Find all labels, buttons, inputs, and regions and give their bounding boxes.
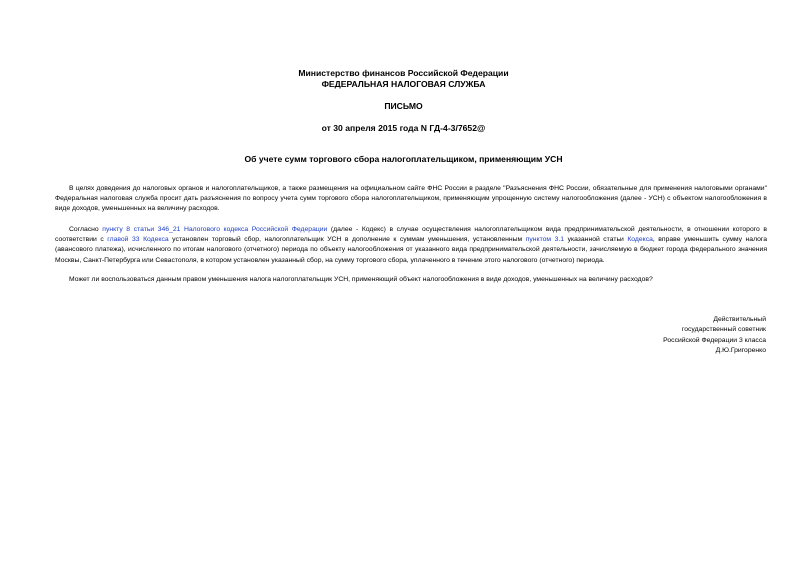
paragraph-2-text-5: , вправе уменьшить сумму налога (авансового платежа), исчисленного по итогам налогового (отчетного) периода по объекту налогообложения от указанного вида предпринимательской деятельности, зачисляемую в бюджет города федерального значения Москвы, Санкт-Петербурга или Севастополя, в котором установлен указанный сбор, на сумму торгового сбора, уплаченного в течение этого налогового (отчетного) периода. <box>55 236 768 264</box>
link-codex[interactable]: Кодекса <box>627 236 653 244</box>
paragraph-3-text: Может ли воспользоваться данным правом уменьшения налога налогоплательщик УСН, применяющий объект налогообложения в виде доходов, уменьшенных на величину расходов? <box>69 276 653 283</box>
paragraph-2 <box>55 225 767 266</box>
link-chapter-33[interactable]: главой 33 Кодекса <box>107 236 169 244</box>
paragraph-1 <box>55 184 767 215</box>
signature-line-2: государственный советник <box>681 326 766 334</box>
signature-line-3: Российской Федерации 3 класса <box>663 336 766 344</box>
signature-line-1: Действительный <box>713 316 766 323</box>
paragraph-1-text: В целях доведения до налоговых органов и налогоплательщиков, а также размещения на официальном сайте ФНС России в разделе "Разъяснения ФНС России, обязательные для применения налоговыми органами" Федеральная налоговая служба просит дать разъяснения по вопросу учета сумм торгового сбора налогоплательщиком, применяющим упрощенную систему налогообложения (далее - УСН) с объектом налогообложения в виде доходов, уменьшенных на величину расходов. <box>55 185 767 213</box>
paragraph-2-text-2: (далее - Кодекс) в случае осуществления налогоплательщиком вида предпринимательской деятельности, в отношении которого в соответствии с <box>55 226 768 244</box>
paragraph-3 <box>55 275 767 285</box>
signature-block <box>606 315 766 357</box>
document-type: ПИСЬМО <box>384 101 423 111</box>
paragraph-2-text-4: указанной статьи <box>564 236 628 244</box>
paragraph-2-text-3: установлен торговый сбор, налогоплательщик УСН в дополнение к суммам уменьшения, установленным <box>168 236 526 244</box>
service-title: ФЕДЕРАЛЬНАЯ НАЛОГОВАЯ СЛУЖБА <box>321 79 486 89</box>
document-date-number: от 30 апреля 2015 года N ГД-4-3/7652@ <box>321 123 486 133</box>
ministry-title: Министерство финансов Российской Федерации <box>298 68 509 78</box>
link-point-3-1[interactable]: пунктом 3.1 <box>525 236 565 244</box>
paragraph-2-text-1: Согласно <box>69 226 103 233</box>
document-subject: Об учете сумм торгового сбора налогоплательщиком, применяющим УСН <box>244 154 563 164</box>
link-nk-article-346-21[interactable]: пункту 8 статьи 346_21 Налогового кодекса Российской Федерации <box>102 226 328 233</box>
signature-name: Д.Ю.Григоренко <box>715 347 766 355</box>
